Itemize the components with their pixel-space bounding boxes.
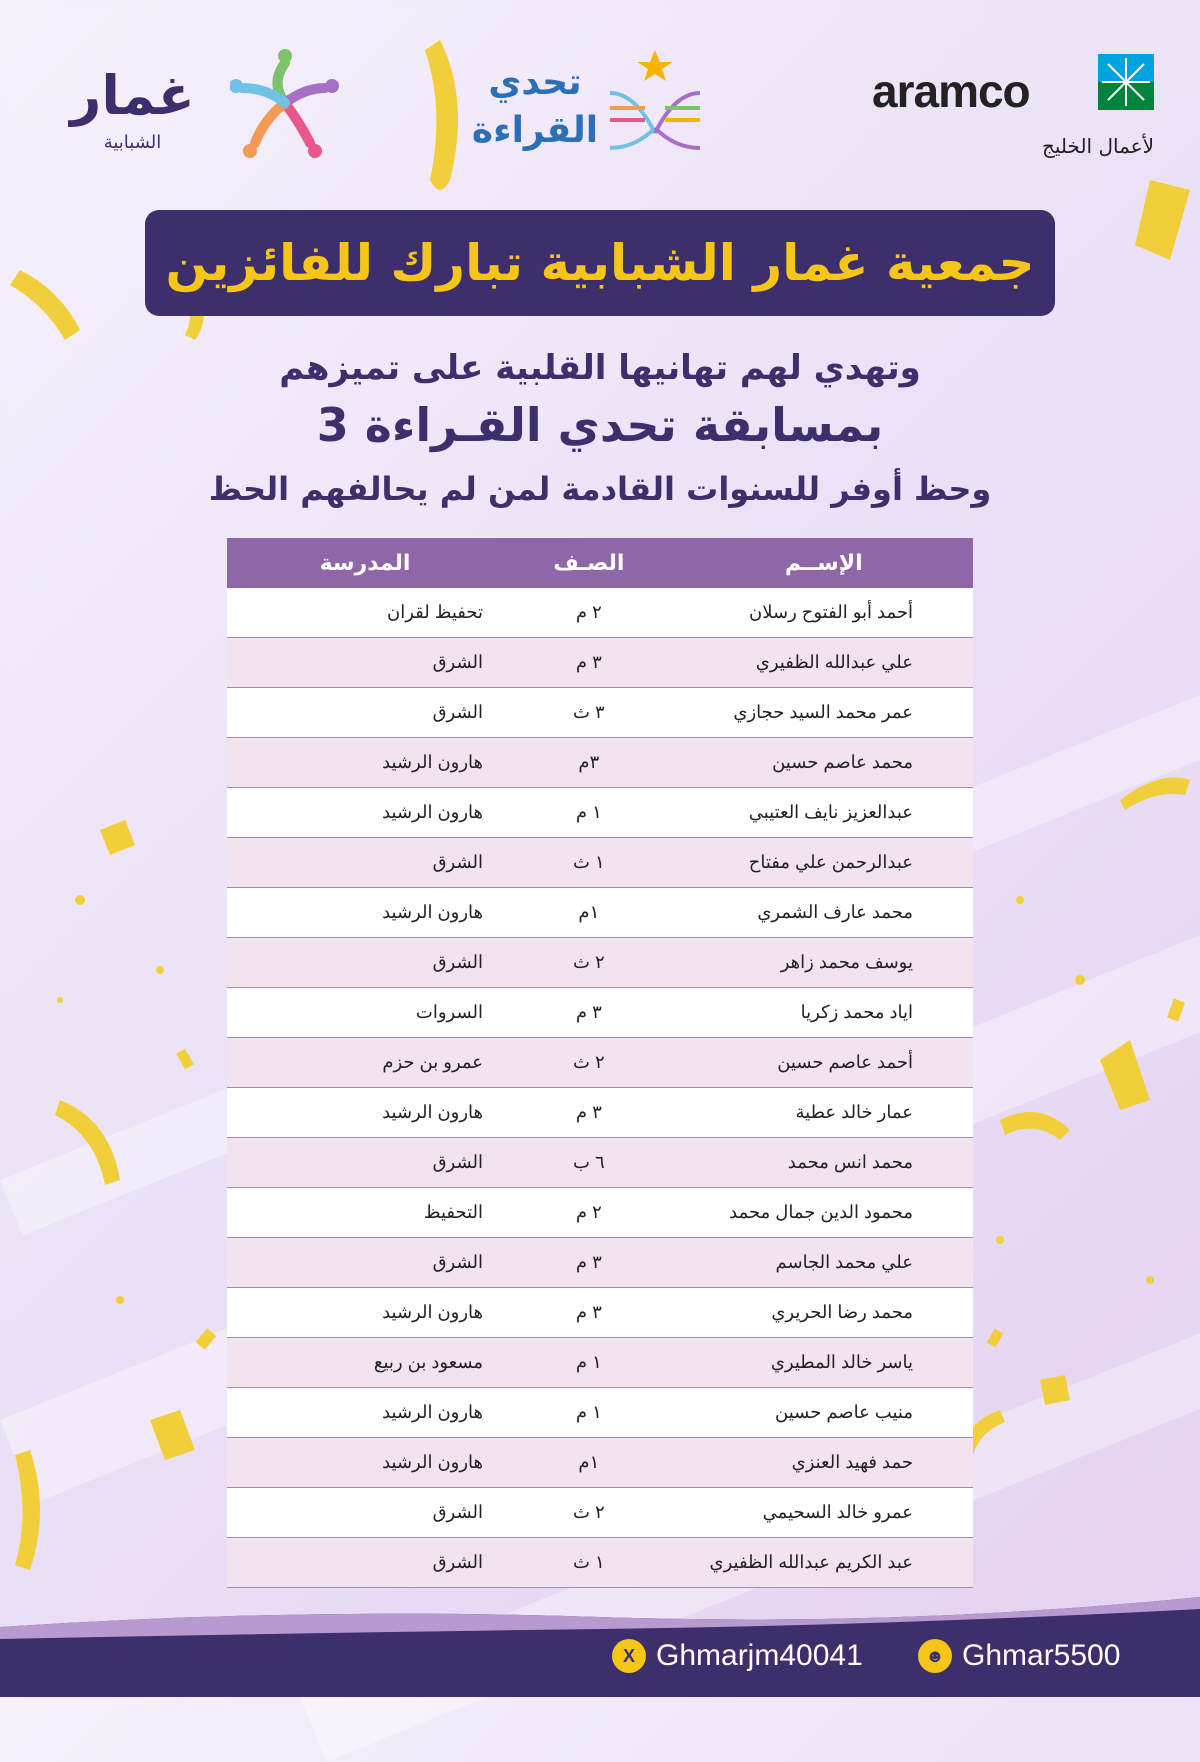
table-row [227, 1388, 973, 1438]
winners-table [227, 538, 973, 1588]
table-row [227, 688, 973, 738]
cell-grade: ٣م [503, 738, 675, 788]
cell-grade: ٢ م [503, 1188, 675, 1238]
cell-name: يوسف محمد زاهر [675, 938, 973, 988]
aramco-wordmark: aramco [872, 65, 1030, 117]
cell-name: عمرو خالد السحيمي [675, 1488, 973, 1538]
cell-name: علي عبدالله الظفيري [675, 638, 973, 688]
book-star-icon [600, 48, 710, 163]
snapchat-handle[interactable] [918, 1639, 1120, 1673]
table-row [227, 1538, 973, 1588]
table-row [227, 1038, 973, 1088]
cell-name: أحمد عاصم حسين [675, 1038, 973, 1088]
subtitle-line-3: وحظ أوفر للسنوات القادمة لمن لم يحالفهم الحظ [208, 470, 992, 508]
cell-grade: ٢ ث [503, 1488, 675, 1538]
ghmar-logo [40, 48, 340, 168]
cell-school: الشرق [227, 838, 503, 888]
cell-school: عمرو بن حزم [227, 1038, 503, 1088]
cell-school: التحفيظ [227, 1188, 503, 1238]
table-row [227, 1088, 973, 1138]
cell-grade: ١ م [503, 1388, 675, 1438]
table-row [227, 1188, 973, 1238]
cell-school: الشرق [227, 1488, 503, 1538]
cell-school: هارون الرشيد [227, 788, 503, 838]
table-row [227, 1338, 973, 1388]
ghmar-people-icon [230, 48, 340, 158]
table-row [227, 938, 973, 988]
cell-name: عبدالعزيز نايف العتيبي [675, 788, 973, 838]
table-row [227, 988, 973, 1038]
cell-grade: ٣ م [503, 988, 675, 1038]
cell-name: عبد الكريم عبدالله الظفيري [675, 1538, 973, 1588]
cell-school: الشرق [227, 1138, 503, 1188]
cell-grade: ٣ م [503, 1088, 675, 1138]
cell-school: هارون الرشيد [227, 1288, 503, 1338]
tahadi-line1: تحدي [488, 62, 582, 103]
cell-name: حمد فهيد العنزي [675, 1438, 973, 1488]
cell-school: الشرق [227, 938, 503, 988]
cell-name: محمد عاصم حسين [675, 738, 973, 788]
cell-grade: ١م [503, 1438, 675, 1488]
cell-grade: ٦ ب [503, 1138, 675, 1188]
footer [0, 1587, 1200, 1697]
cell-grade: ٣ م [503, 638, 675, 688]
cell-school: هارون الرشيد [227, 1388, 503, 1438]
cell-grade: ٣ م [503, 1288, 675, 1338]
cell-school: مسعود بن ربيع [227, 1338, 503, 1388]
table-row [227, 1488, 973, 1538]
table-row [227, 788, 973, 838]
table-header-row [227, 538, 973, 588]
table-body [227, 588, 973, 1588]
cell-school: هارون الرشيد [227, 1438, 503, 1488]
cell-school: هارون الرشيد [227, 1088, 503, 1138]
cell-name: ياسر خالد المطيري [675, 1338, 973, 1388]
cell-grade: ١ م [503, 1338, 675, 1388]
table-row [227, 888, 973, 938]
aramco-star-icon [1098, 54, 1154, 110]
table-row [227, 1438, 973, 1488]
table-row [227, 588, 973, 638]
cell-school: الشرق [227, 688, 503, 738]
congratulations-banner: جمعية غمار الشبابية تبارك للفائزين [145, 210, 1055, 316]
ghmar-subtitle: الشبابية [103, 132, 162, 153]
subtitle-line-1: وتهدي لهم تهانيها القلبية على تميزهم [279, 348, 921, 388]
cell-school: تحفيظ لقران [227, 588, 503, 638]
table-row [227, 738, 973, 788]
x-handle-text: Ghmarjm40041 [656, 1639, 863, 1672]
cell-grade: ٣ ث [503, 688, 675, 738]
table-row [227, 1288, 973, 1338]
cell-name: اياد محمد زكريا [675, 988, 973, 1038]
header-school: المدرسة [227, 538, 503, 588]
cell-name: محمد رضا الحريري [675, 1288, 973, 1338]
cell-grade: ١م [503, 888, 675, 938]
cell-school: هارون الرشيد [227, 888, 503, 938]
cell-school: الشرق [227, 1238, 503, 1288]
table-row [227, 638, 973, 688]
cell-school: الشرق [227, 1538, 503, 1588]
cell-school: السروات [227, 988, 503, 1038]
table-row [227, 1138, 973, 1188]
reading-challenge-logo [470, 48, 720, 168]
cell-grade: ٣ م [503, 1238, 675, 1288]
cell-grade: ٢ م [503, 588, 675, 638]
cell-grade: ٢ ث [503, 938, 675, 988]
cell-name: أحمد أبو الفتوح رسلان [675, 588, 973, 638]
cell-name: عبدالرحمن علي مفتاح [675, 838, 973, 888]
cell-name: عمار خالد عطية [675, 1088, 973, 1138]
x-handle[interactable] [612, 1639, 863, 1673]
x-icon: X [612, 1639, 646, 1673]
cell-name: علي محمد الجاسم [675, 1238, 973, 1288]
cell-grade: ٢ ث [503, 1038, 675, 1088]
cell-grade: ١ م [503, 788, 675, 838]
table-row [227, 838, 973, 888]
snapchat-icon: ☻ [918, 1639, 952, 1673]
cell-name: عمر محمد السيد حجازي [675, 688, 973, 738]
tahadi-line2: القراءة [471, 110, 599, 151]
cell-grade: ١ ث [503, 1538, 675, 1588]
cell-school: هارون الرشيد [227, 738, 503, 788]
subtitle-line-2: بمسابقة تحدي القـراءة 3 [316, 398, 884, 452]
header-name: الإســم [675, 538, 973, 588]
cell-name: محمد انس محمد [675, 1138, 973, 1188]
cell-grade: ١ ث [503, 838, 675, 888]
header-grade: الصـف [503, 538, 675, 588]
ghmar-wordmark: غمار [70, 64, 195, 127]
cell-name: محمود الدين جمال محمد [675, 1188, 973, 1238]
cell-school: الشرق [227, 638, 503, 688]
snapchat-handle-text: Ghmar5500 [962, 1639, 1121, 1672]
table-row [227, 1238, 973, 1288]
cell-name: منيب عاصم حسين [675, 1388, 973, 1438]
aramco-logo [872, 52, 1154, 162]
aramco-subtitle: لأعمال الخليج [1041, 134, 1154, 158]
cell-name: محمد عارف الشمري [675, 888, 973, 938]
